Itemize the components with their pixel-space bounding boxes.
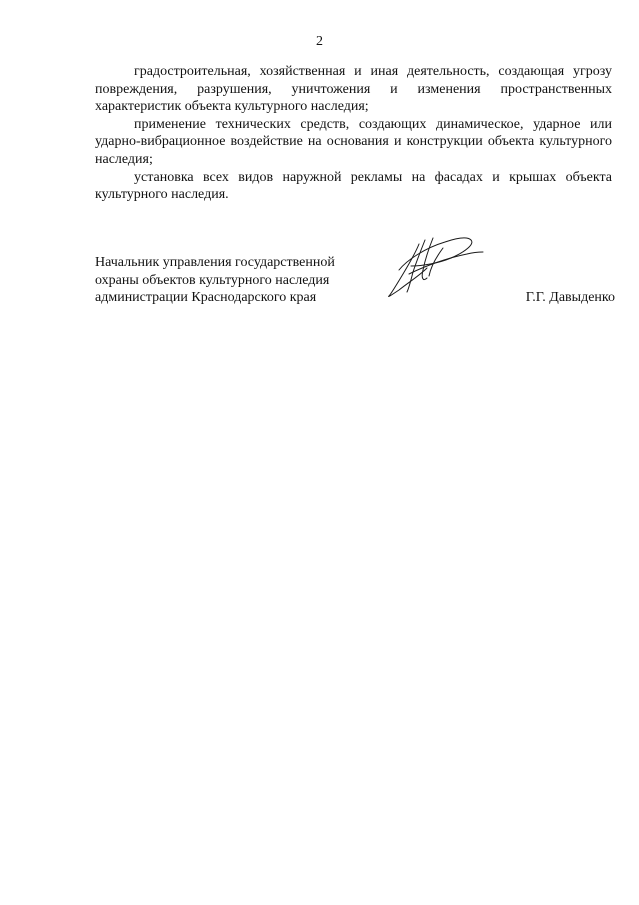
signature-block [95,254,615,314]
document-body [95,63,612,204]
paragraph: применение технических средств, создающих динамическое, ударное или ударно-вибрационное воздействие на основания и конструкции объекта культурного наследия; [95,116,612,167]
signatory-title [95,254,395,307]
paragraph: установка всех видов наружной рекламы на фасадах и крышах объекта культурного наследия. [95,169,612,203]
signatory-title-line: охраны объектов культурного наследия [95,272,330,288]
signatory-title-line: администрации Краснодарского края [95,290,317,306]
page-number: 2 [316,34,323,49]
signatory-name: Г.Г. Давыденко [525,290,615,305]
signatory-title-line: Начальник управления государственной [95,255,335,270]
handwritten-signature [385,230,485,302]
paragraph: градостроительная, хозяйственная и иная деятельность, создающая угрозу повреждения, разрушения, уничтожения и изменения пространственных характеристик объекта культурного наследия; [95,64,612,115]
